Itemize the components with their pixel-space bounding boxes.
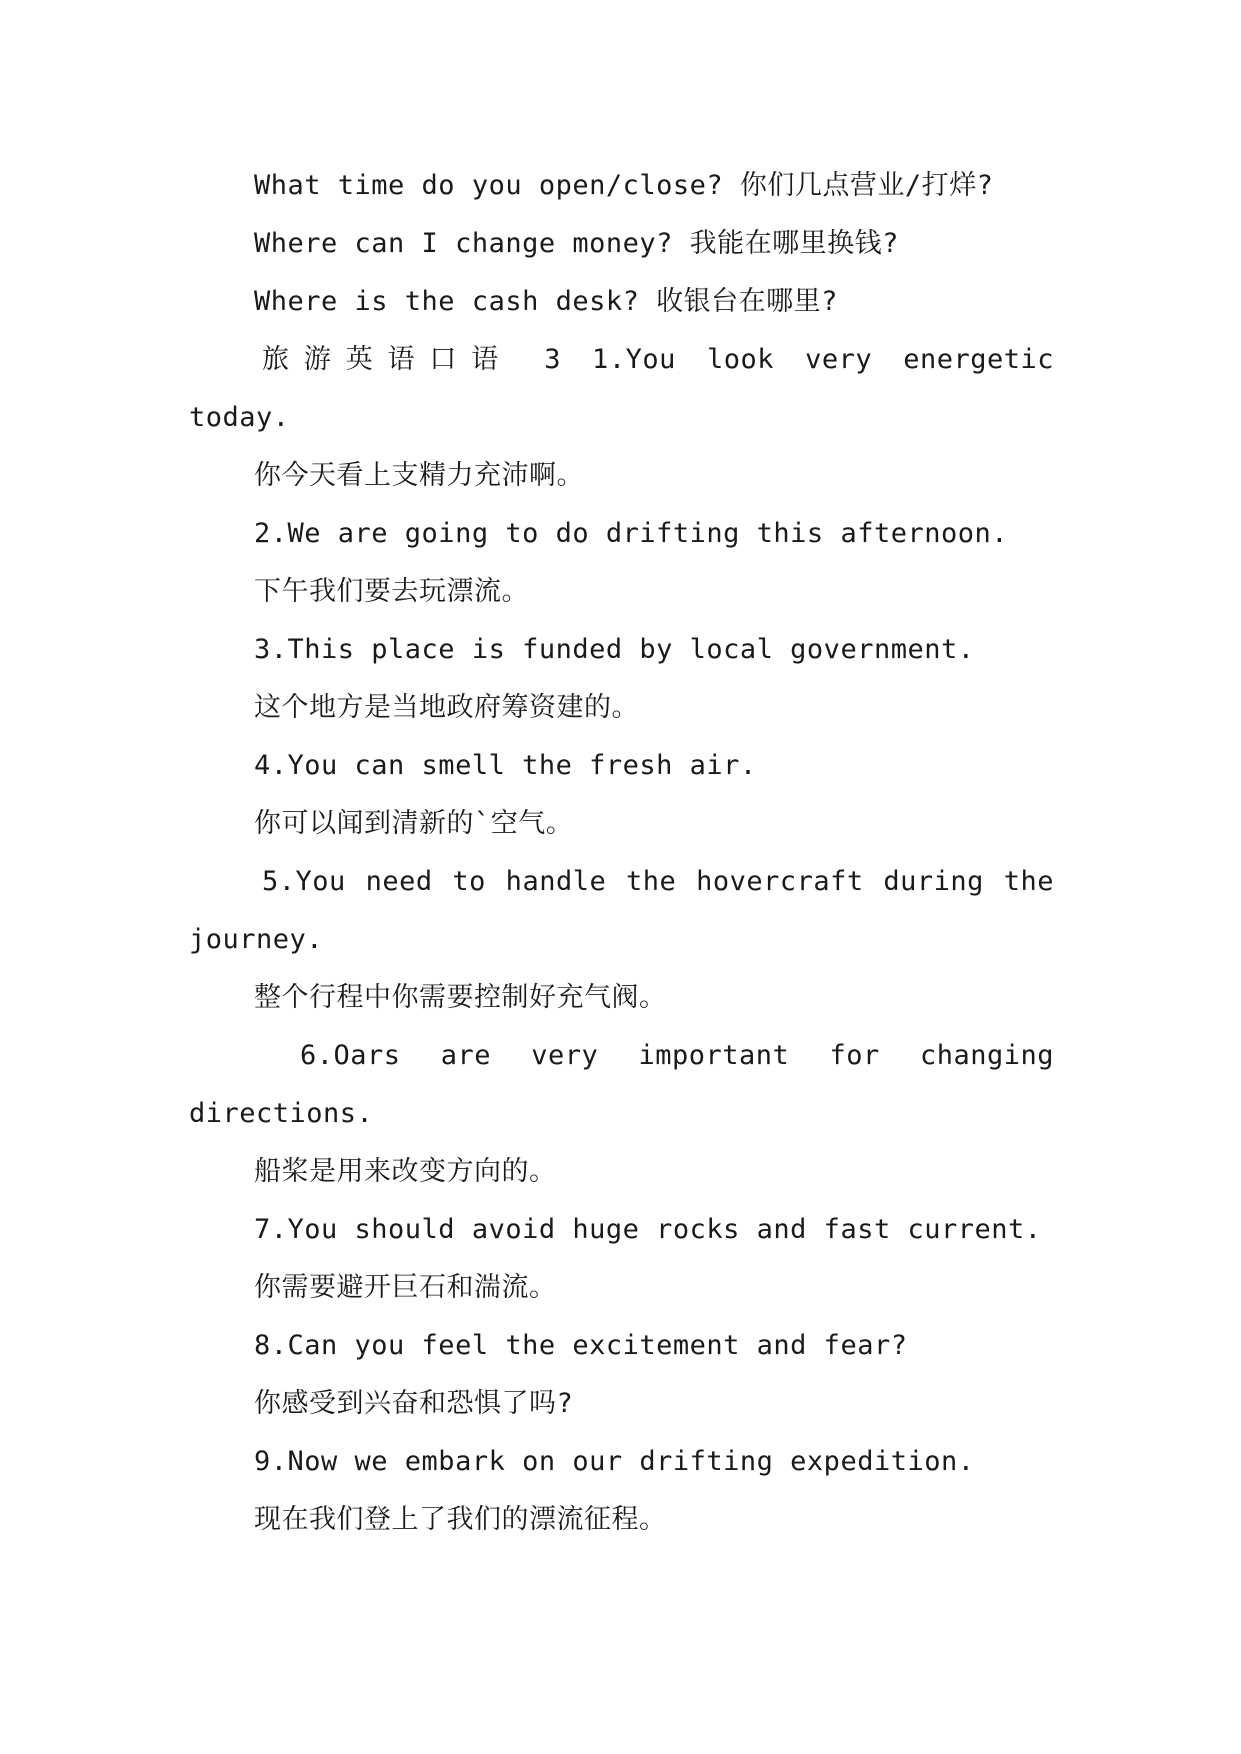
text-line-translation-4: 你可以闻到清新的`空气。 [254, 808, 574, 839]
text-line-translation-6: 船桨是用来改变方向的。 [254, 1156, 557, 1187]
text-line-sentence-9: 9.Now we embark on our drifting expedition. [254, 1446, 975, 1477]
text-line-change-money: Where can I change money? 我能在哪里换钱? [254, 228, 899, 259]
text-line-journey: journey. [189, 924, 324, 955]
text-line-open-close: What time do you open/close? 你们几点营业/打烊? [254, 170, 994, 201]
text-line-today: today. [189, 402, 290, 433]
text-line-translation-1: 你今天看上支精力充沛啊。 [254, 460, 584, 491]
text-line-translation-8: 你感受到兴奋和恐惧了吗? [254, 1388, 574, 1419]
text-line-sentence-3: 3.This place is funded by local government. [254, 634, 975, 665]
text-line-sentence-4: 4.You can smell the fresh air. [254, 750, 757, 781]
text-line-sentence-6: 6.Oars are very important for changing [300, 1040, 1054, 1071]
text-line-sentence-7: 7.You should avoid huge rocks and fast current. [254, 1214, 1042, 1245]
text-line-sentence-8: 8.Can you feel the excitement and fear? [254, 1330, 908, 1361]
text-line-sentence-2: 2.We are going to do drifting this afternoon. [254, 518, 1008, 549]
text-line-translation-3: 这个地方是当地政府筹资建的。 [254, 692, 639, 723]
text-line-translation-9: 现在我们登上了我们的漂流征程。 [254, 1504, 667, 1535]
text-line-translation-5: 整个行程中你需要控制好充气阀。 [254, 982, 667, 1013]
text-line-translation-7: 你需要避开巨石和湍流。 [254, 1272, 557, 1303]
text-line-cash-desk: Where is the cash desk? 收银台在哪里? [254, 286, 838, 317]
text-line-sentence-5: 5.You need to handle the hovercraft during the [262, 866, 1054, 897]
text-line-section-heading: 旅游英语口语 3 1.You look very energetic [262, 344, 1054, 375]
text-line-directions: directions. [189, 1098, 374, 1129]
text-line-translation-2: 下午我们要去玩漂流。 [254, 576, 529, 607]
